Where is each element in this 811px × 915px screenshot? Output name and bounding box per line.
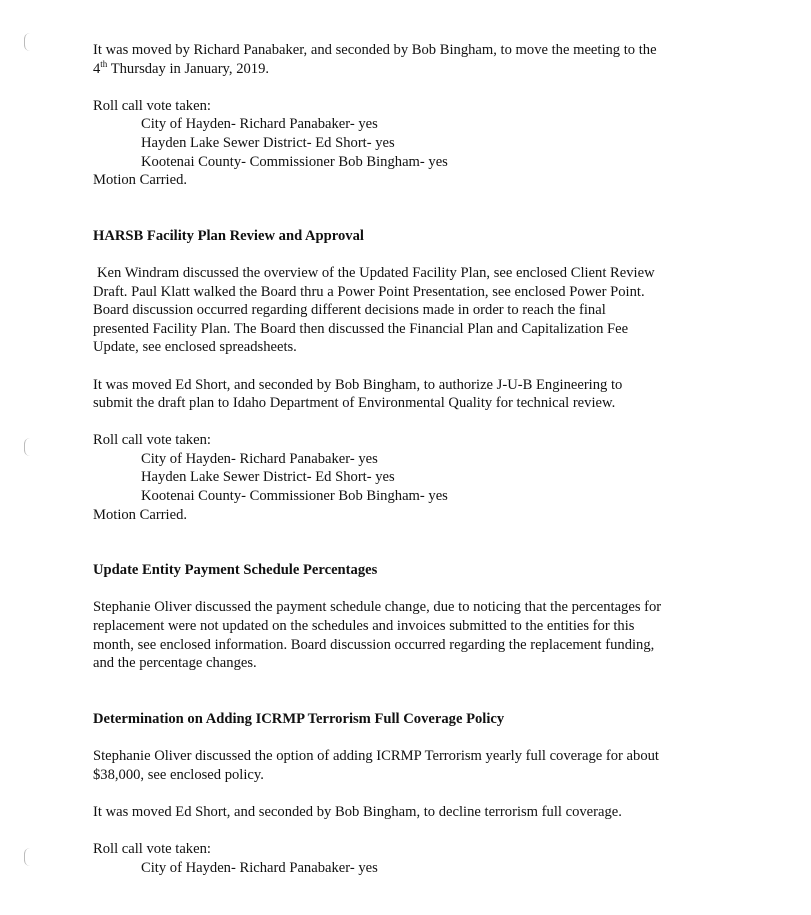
discussion-line: and the percentage changes. — [93, 655, 257, 672]
section-heading-payment-schedule: Update Entity Payment Schedule Percentages — [93, 562, 378, 579]
discussion-line: $38,000, see enclosed policy. — [93, 766, 264, 783]
discussion-line: Stephanie Oliver discussed the option of adding ICRMP Terrorism yearly full coverage for about — [93, 748, 659, 764]
motion-result: Motion Carried. — [93, 506, 188, 523]
ordinal-suffix: th — [100, 58, 108, 69]
binder-hole-mark — [24, 438, 30, 456]
roll-call-vote: City of Hayden- Richard Panabaker- yes — [141, 450, 378, 467]
roll-call-heading: Roll call vote taken: — [93, 840, 211, 857]
discussion-line: month, see enclosed information. Board discussion occurred regarding the replacement funding, — [93, 636, 655, 653]
discussion-line: Stephanie Oliver discussed the payment schedule change, due to noticing that the percentages for — [93, 599, 662, 616]
motion-paragraph: It was moved by Richard Panabaker, and seconded by Bob Bingham, to move the meeting to the — [93, 42, 657, 58]
roll-call-vote: City of Hayden- Richard Panabaker- yes — [141, 116, 378, 133]
roll-call-vote: Hayden Lake Sewer District- Ed Short- yes — [141, 134, 395, 151]
roll-call-vote: City of Hayden- Richard Panabaker- yes — [141, 859, 378, 876]
motion-line: It was moved Ed Short, and seconded by Bob Bingham, to authorize J-U-B Engineering to — [93, 376, 623, 393]
roll-call-vote: Kootenai County- Commissioner Bob Bingham- yes — [141, 153, 448, 170]
discussion-line: Draft. Paul Klatt walked the Board thru a Power Point Presentation, see enclosed Power Point. — [93, 283, 645, 300]
discussion-line: replacement were not updated on the schedules and invoices submitted to the entities for this — [93, 618, 635, 635]
motion-line: It was moved Ed Short, and seconded by Bob Bingham, to decline terrorism full coverage. — [93, 803, 622, 820]
section-heading-facility-plan: HARSB Facility Plan Review and Approval — [93, 227, 364, 244]
discussion-line: Board discussion occurred regarding different decisions made in order to reach the final — [93, 302, 606, 319]
section-heading-icrmp-terrorism: Determination on Adding ICRMP Terrorism Full Coverage Policy — [93, 710, 505, 727]
motion-paragraph-continued: 4th Thursday in January, 2019. — [93, 58, 270, 77]
roll-call-heading: Roll call vote taken: — [93, 97, 211, 114]
roll-call-vote: Hayden Lake Sewer District- Ed Short- yes — [141, 469, 395, 486]
roll-call-vote: Kootenai County- Commissioner Bob Bingham- yes — [141, 488, 448, 505]
discussion-line: Ken Windram discussed the overview of the Updated Facility Plan, see enclosed Client Review — [97, 264, 655, 281]
meeting-minutes-page — [93, 41, 783, 877]
roll-call-heading: Roll call vote taken: — [93, 432, 211, 449]
motion-result: Motion Carried. — [93, 172, 188, 189]
binder-hole-mark — [24, 848, 30, 866]
discussion-line: presented Facility Plan. The Board then discussed the Financial Plan and Capitalization Fee — [93, 320, 629, 337]
discussion-line: Update, see enclosed spreadsheets. — [93, 339, 297, 356]
motion-line: submit the draft plan to Idaho Department of Environmental Quality for technical review. — [93, 395, 616, 412]
binder-hole-mark — [24, 33, 30, 51]
